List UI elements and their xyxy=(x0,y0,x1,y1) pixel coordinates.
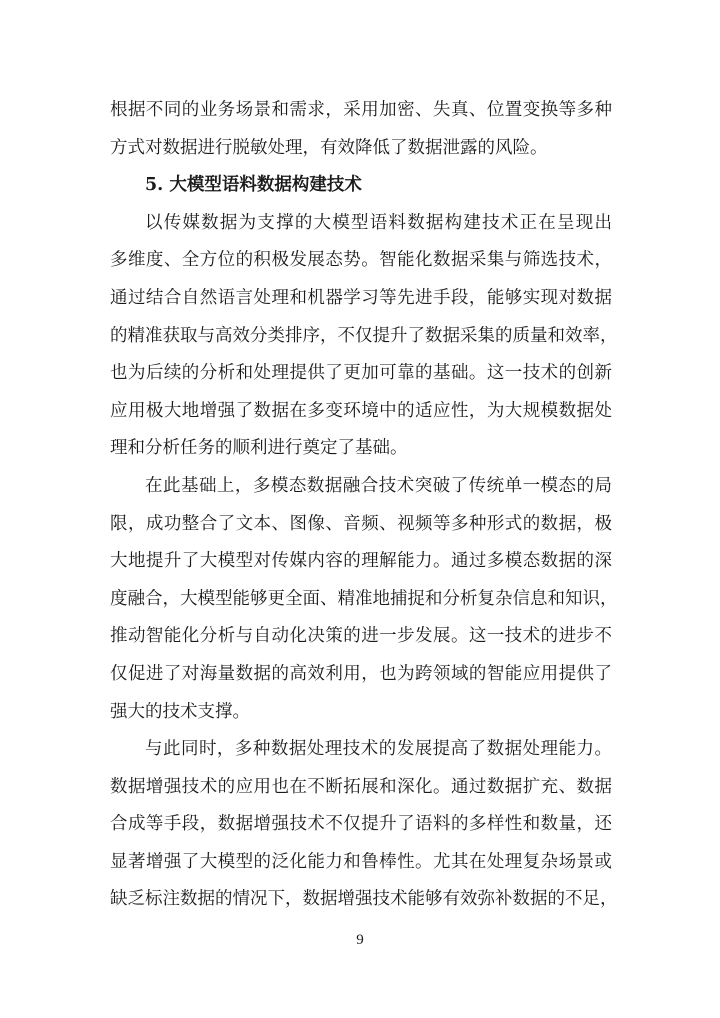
text-line: 合成等手段，数据增强技术不仅提升了语料的多样性和数量，还 xyxy=(110,814,612,835)
text-line: 通过结合自然语言处理和机器学习等先进手段，能够实现对数据 xyxy=(110,287,612,308)
text-line: 在此基础上，多模态数据融合技术突破了传统单一模态的局 xyxy=(145,475,612,496)
text-line: 缺乏标注数据的情况下，数据增强技术能够有效弥补数据的不足， xyxy=(110,889,618,910)
text-line: 方式对数据进行脱敏处理，有效降低了数据泄露的风险。 xyxy=(110,137,548,158)
text-line: 大地提升了大模型对传媒内容的理解能力。通过多模态数据的深 xyxy=(110,551,612,572)
text-line: 仅促进了对海量数据的高效利用，也为跨领域的智能应用提供了 xyxy=(110,663,612,684)
text-line: 强大的技术支撑。 xyxy=(110,701,250,722)
body-paragraph-3 xyxy=(110,731,618,919)
text-line: 多维度、全方位的积极发展态势。智能化数据采集与筛选技术， xyxy=(110,250,612,271)
document-page xyxy=(110,92,618,919)
body-paragraph-1 xyxy=(110,205,618,468)
text-line: 与此同时，多种数据处理技术的发展提高了数据处理能力。 xyxy=(145,739,612,760)
text-line: 数据增强技术的应用也在不断拓展和深化。通过数据扩充、数据 xyxy=(110,776,612,797)
text-line: 的精准获取与高效分类排序，不仅提升了数据采集的质量和效率， xyxy=(110,325,618,346)
text-line: 推动智能化分析与自动化决策的进一步发展。这一技术的进步不 xyxy=(110,626,612,647)
text-line: 以传媒数据为支撑的大模型语料数据构建技术正在呈现出 xyxy=(145,212,612,233)
page-number: 9 xyxy=(356,932,364,948)
text-line: 度融合，大模型能够更全面、精准地捕捉和分析复杂信息和知识， xyxy=(110,588,618,609)
carryover-paragraph xyxy=(110,92,612,167)
text-line: 应用极大地增强了数据在多变环境中的适应性，为大规模数据处 xyxy=(110,400,612,421)
text-line: 限，成功整合了文本、图像、音频、视频等多种形式的数据，极 xyxy=(110,513,612,534)
body-paragraph-2 xyxy=(110,468,618,731)
text-line: 理和分析任务的顺利进行奠定了基础。 xyxy=(110,438,408,459)
section-heading: 5. 大模型语料数据构建技术 xyxy=(145,175,362,196)
text-line: 根据不同的业务场景和需求，采用加密、失真、位置变换等多种 xyxy=(110,100,612,120)
text-line: 也为后续的分析和处理提供了更加可靠的基础。这一技术的创新 xyxy=(110,363,612,384)
text-line: 显著增强了大模型的泛化能力和鲁棒性。尤其在处理复杂场景或 xyxy=(110,851,612,872)
